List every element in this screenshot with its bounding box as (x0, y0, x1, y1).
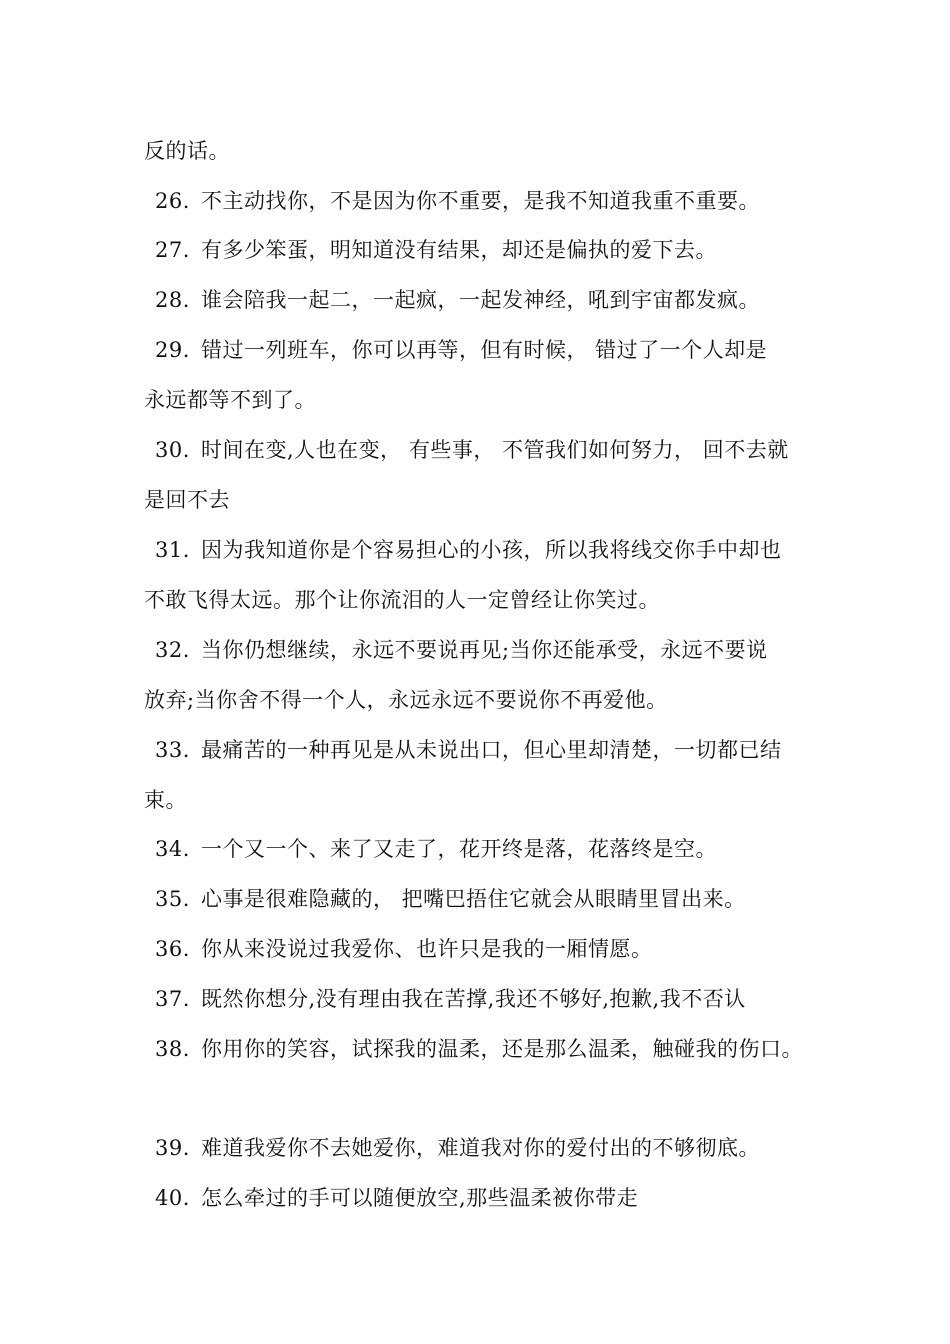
line-text: 不敢飞得太远。那个让你流泪的人一定曾经让你笑过。 (144, 588, 660, 612)
text-line (144, 485, 844, 515)
list-item (155, 735, 855, 765)
item-number: 38. (155, 1037, 190, 1061)
line-text: 束。 (144, 788, 187, 812)
item-text: 难道我爱你不去她爱你，难道我对你的爱付出的不够彻底。 (201, 1136, 760, 1160)
list-item (155, 435, 855, 465)
item-number: 34. (155, 837, 190, 861)
item-text: 不主动找你，不是因为你不重要，是我不知道我重不重要。 (201, 189, 760, 213)
item-number: 35. (155, 887, 190, 911)
item-number: 36. (155, 937, 190, 961)
list-item (155, 235, 855, 265)
list-item (155, 934, 855, 964)
item-text: 既然你想分,没有理由我在苦撑,我还不够好,抱歉,我不否认 (201, 987, 746, 1011)
item-text: 心事是很难隐藏的， 把嘴巴捂住它就会从眼睛里冒出来。 (201, 887, 746, 911)
list-item (155, 535, 855, 565)
text-line (144, 685, 844, 715)
item-text: 怎么牵过的手可以随便放空,那些温柔被你带走 (201, 1186, 639, 1210)
list-item (155, 834, 855, 864)
item-number: 28. (155, 288, 190, 312)
line-text: 永远都等不到了。 (144, 388, 316, 412)
text-line (144, 585, 844, 615)
item-text: 有多少笨蛋，明知道没有结果，却还是偏执的爱下去。 (201, 238, 717, 262)
line-text: 是回不去 (144, 488, 230, 512)
list-item (155, 1183, 855, 1213)
list-item (155, 1133, 855, 1163)
list-item (155, 884, 855, 914)
item-text: 最痛苦的一种再见是从未说出口，但心里却清楚，一切都已结 (201, 738, 782, 762)
item-text: 你从来没说过我爱你、也许只是我的一厢情愿。 (201, 937, 653, 961)
text-line (144, 136, 844, 166)
text-line (144, 385, 844, 415)
list-item (155, 635, 855, 665)
item-number: 31. (155, 538, 190, 562)
list-item (155, 186, 855, 216)
list-item (155, 984, 855, 1014)
item-text: 因为我知道你是个容易担心的小孩，所以我将线交你手中却也 (201, 538, 782, 562)
item-text: 谁会陪我一起二，一起疯，一起发神经，吼到宇宙都发疯。 (201, 288, 760, 312)
line-text: 放弃;当你舍不得一个人，永远永远不要说你不再爱他。 (144, 688, 668, 712)
item-number: 26. (155, 189, 190, 213)
item-number: 39. (155, 1136, 190, 1160)
list-item (155, 285, 855, 315)
item-number: 30. (155, 438, 190, 462)
item-number: 40. (155, 1186, 190, 1210)
item-number: 32. (155, 638, 190, 662)
item-number: 27. (155, 238, 190, 262)
line-text: 反的话。 (144, 139, 230, 163)
list-item (155, 1034, 855, 1064)
item-number: 37. (155, 987, 190, 1011)
item-text: 当你仍想继续，永远不要说再见;当你还能承受，永远不要说 (201, 638, 768, 662)
item-text: 一个又一个、来了又走了，花开终是落，花落终是空。 (201, 837, 717, 861)
text-line (144, 785, 844, 815)
item-text: 你用你的笑容，试探我的温柔，还是那么温柔，触碰我的伤口。 (201, 1037, 803, 1061)
item-number: 33. (155, 738, 190, 762)
list-item (155, 335, 855, 365)
item-number: 29. (155, 338, 190, 362)
item-text: 错过一列班车，你可以再等，但有时候， 错过了一个人却是 (201, 338, 768, 362)
item-text: 时间在变,人也在变， 有些事， 不管我们如何努力， 回不去就 (201, 438, 789, 462)
